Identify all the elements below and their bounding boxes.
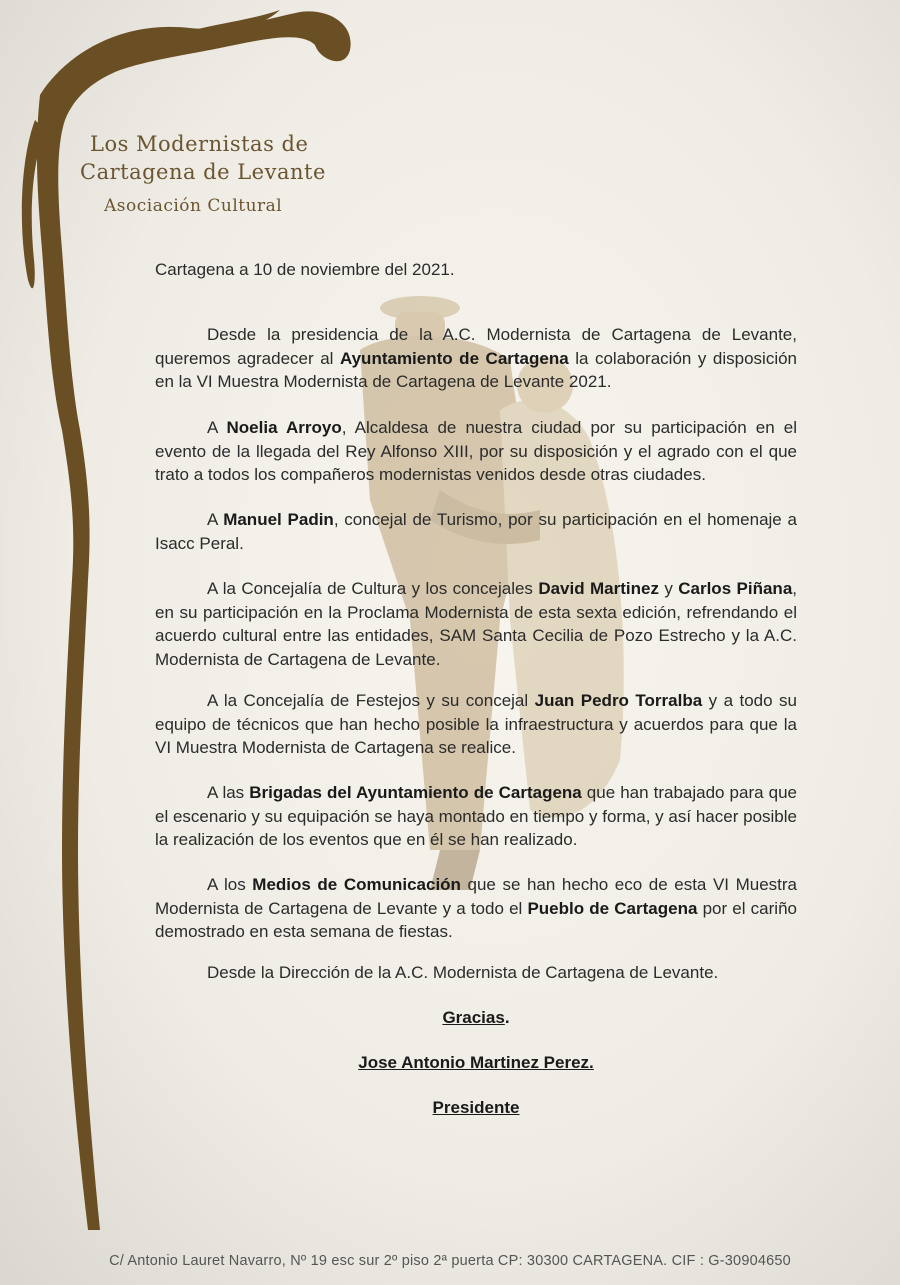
p3-bold-manuel-padin: Manuel Padin [223, 510, 334, 529]
p7-bold-medios: Medios de Comunicación [252, 875, 461, 894]
org-name-line-1: Los Modernistas de [90, 132, 309, 156]
p7-text-c: que se han hecho eco de esta VI Muestra Modernista de Cartagena de Levante y a todo el [155, 875, 797, 918]
p5-text-a: A la Concejalía de Festejos y su concejal [207, 691, 535, 710]
p4-bold-carlos-pinana: Carlos Piñana [678, 579, 793, 598]
signer-name [155, 1053, 797, 1073]
footer-address: C/ Antonio Lauret Navarro, Nº 19 esc sur 2º piso 2ª puerta CP: 30300 CARTAGENA. CIF : G-30904650 [109, 1253, 791, 1269]
paragraph-cultura [155, 577, 797, 671]
paragraph-ayuntamiento [155, 323, 797, 394]
p7-text-a: A los [207, 875, 253, 894]
p1-text-c: la colaboración y disposición en la VI Muestra Modernista de Cartagena de Levante 2021. [155, 348, 798, 391]
thanks-line: Gracias. [442, 1008, 510, 1027]
paragraph-medios [155, 873, 797, 944]
paragraph-festejos [155, 689, 797, 760]
p4-text-e: , en su participación en la Proclama Modernista de esta sexta edición, refrendando el acuerdo cultural entre las entidades, SAM Santa Cecilia de Pozo Estrecho y la A.C. Modernista de Cartagena de Levante. [155, 579, 798, 669]
p6-bold-brigadas: Brigadas del Ayuntamiento de Cartagena [249, 783, 582, 802]
p4-text-c: y [658, 579, 679, 598]
p7-text-e: por el cariño demostrado en esta semana de fiestas. [155, 898, 797, 941]
p7-bold-pueblo: Pueblo de Cartagena [527, 898, 698, 918]
p6-text-a: A las [207, 783, 250, 802]
p3-text-a: A [207, 510, 224, 529]
p2-text-a: A [207, 418, 227, 437]
closing-line: Desde la Dirección de la A.C. Modernista de Cartagena de Levante. [207, 963, 719, 982]
p6-text-c: que han trabajado para que el escenario y su equipación se haya montado en tiempo y forma, y así hacer posible la realización de los eventos que en él se han realizado. [155, 783, 797, 849]
p1-text-a: Desde la presidencia de la A.C. Modernista de Cartagena de Levante, queremos agradecer al [155, 325, 797, 368]
paragraph-turismo [155, 508, 797, 555]
p2-bold-noelia-arroyo: Noelia Arroyo [226, 418, 342, 437]
p3-text-c: , concejal de Turismo, por su participación en el homenaje a Isacc Peral. [155, 510, 797, 553]
p5-text-c: y a todo su equipo de técnicos que han hecho posible la infraestructura y acuerdos para que la VI Muestra Modernista de Cartagena se realice. [155, 691, 797, 757]
paragraph-brigadas [155, 781, 797, 852]
p4-bold-david-martinez: David Martinez [538, 579, 659, 598]
role-text: Presidente [432, 1098, 520, 1117]
letter-date: Cartagena a 10 de noviembre del 2021. [155, 260, 455, 279]
paragraph-alcaldesa [155, 416, 797, 487]
org-subtitle: Asociación Cultural [104, 196, 283, 216]
p2-text-c: , Alcaldesa de nuestra ciudad por su participación en el evento de la llegada del Rey Alfonso XIII, por su disposición y el agrado con el que trato a todos los compañeros modernistas venidos desde otras ciudades. [155, 418, 798, 484]
p4-text-a: A la Concejalía de Cultura y los concejales [207, 579, 539, 598]
p5-bold-juan-pedro-torralba: Juan Pedro Torralba [534, 691, 703, 710]
org-name-line-2: Cartagena de Levante [80, 160, 326, 184]
p1-bold-ayuntamiento: Ayuntamiento de Cartagena [339, 348, 569, 368]
signer-role [155, 1098, 797, 1118]
thanks-text: Gracias [442, 1008, 505, 1027]
signer-text: Jose Antonio Martinez Perez. [358, 1053, 594, 1072]
